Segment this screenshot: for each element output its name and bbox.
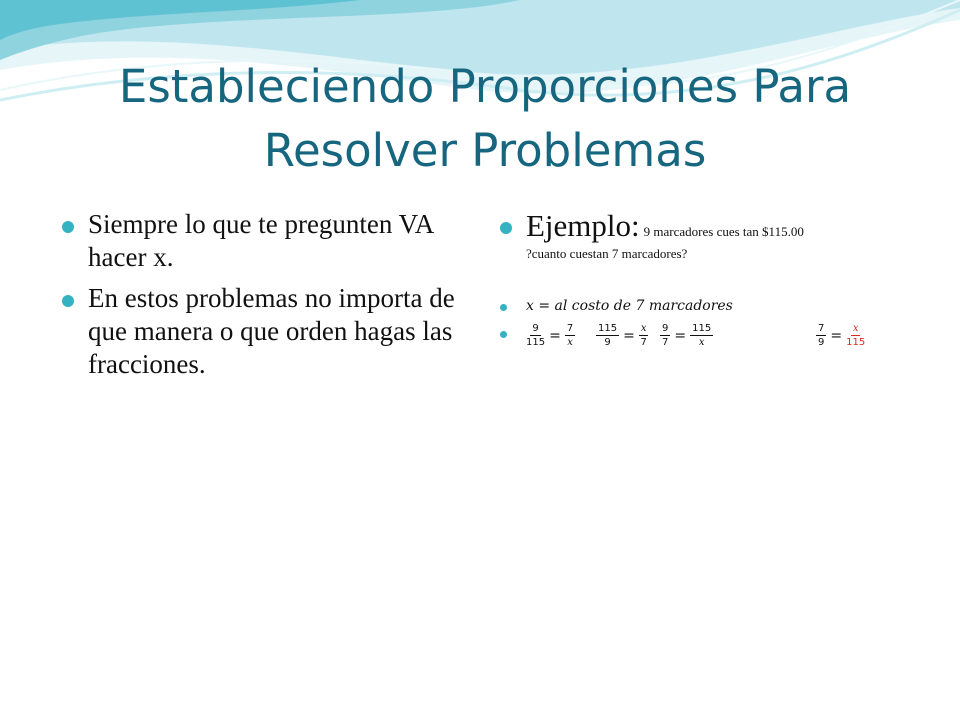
example-text-1: 9 marcadores cues tan $115.00 [643,224,804,239]
example-bullet [500,208,930,264]
slide-title [60,55,910,183]
numerator: x [852,323,859,334]
proportion-2 [594,322,650,349]
proportion-4 [814,322,867,349]
equals-sign: = [674,327,687,344]
denominator: 9 [818,337,825,348]
right-column [500,208,930,356]
denominator: 115 [846,337,866,348]
bullet-text: Siempre lo que te pregunten VA hacer x. [88,209,433,272]
title-line-1: Estableciendo Proporciones Para [118,60,852,113]
denominator: 7 [662,337,669,348]
equals-sign: = [623,327,635,344]
bullet-dot-icon [500,304,507,311]
denominator: 9 [604,337,611,348]
denominator: x [567,337,573,348]
title-line-2: Resolver Problemas [263,124,707,177]
example-text-2: ?cuanto cuestan 7 marcadores? [526,246,688,261]
equals-sign: = [830,327,843,344]
bullet-item [62,282,462,381]
definition-bullet [500,298,930,314]
equals-sign: = [549,327,561,344]
proportion-1 [524,322,577,349]
numerator: 9 [662,323,669,334]
example-heading: Ejemplo: [526,208,640,243]
numerator: x [640,323,647,334]
denominator: x [698,337,705,348]
bullet-dot-icon [62,221,74,233]
numerator: 7 [818,323,825,334]
bullet-dot-icon [62,295,74,307]
numerator: 9 [532,323,539,334]
numerator: 7 [566,323,574,334]
bullet-item [62,208,462,274]
definition-text: x = al costo de 7 marcadores [526,298,733,314]
denominator: 115 [526,337,546,348]
bullet-dot-icon [500,331,507,338]
bullet-dot-icon [500,222,512,234]
bullet-text: En estos problemas no importa de que manera o que orden hagas las fracciones. [88,283,455,379]
numerator: 115 [692,323,712,334]
proportions-row [500,322,930,356]
proportion-3 [658,322,715,349]
numerator: 115 [598,323,618,334]
denominator: 7 [640,337,647,348]
left-column [62,208,462,381]
